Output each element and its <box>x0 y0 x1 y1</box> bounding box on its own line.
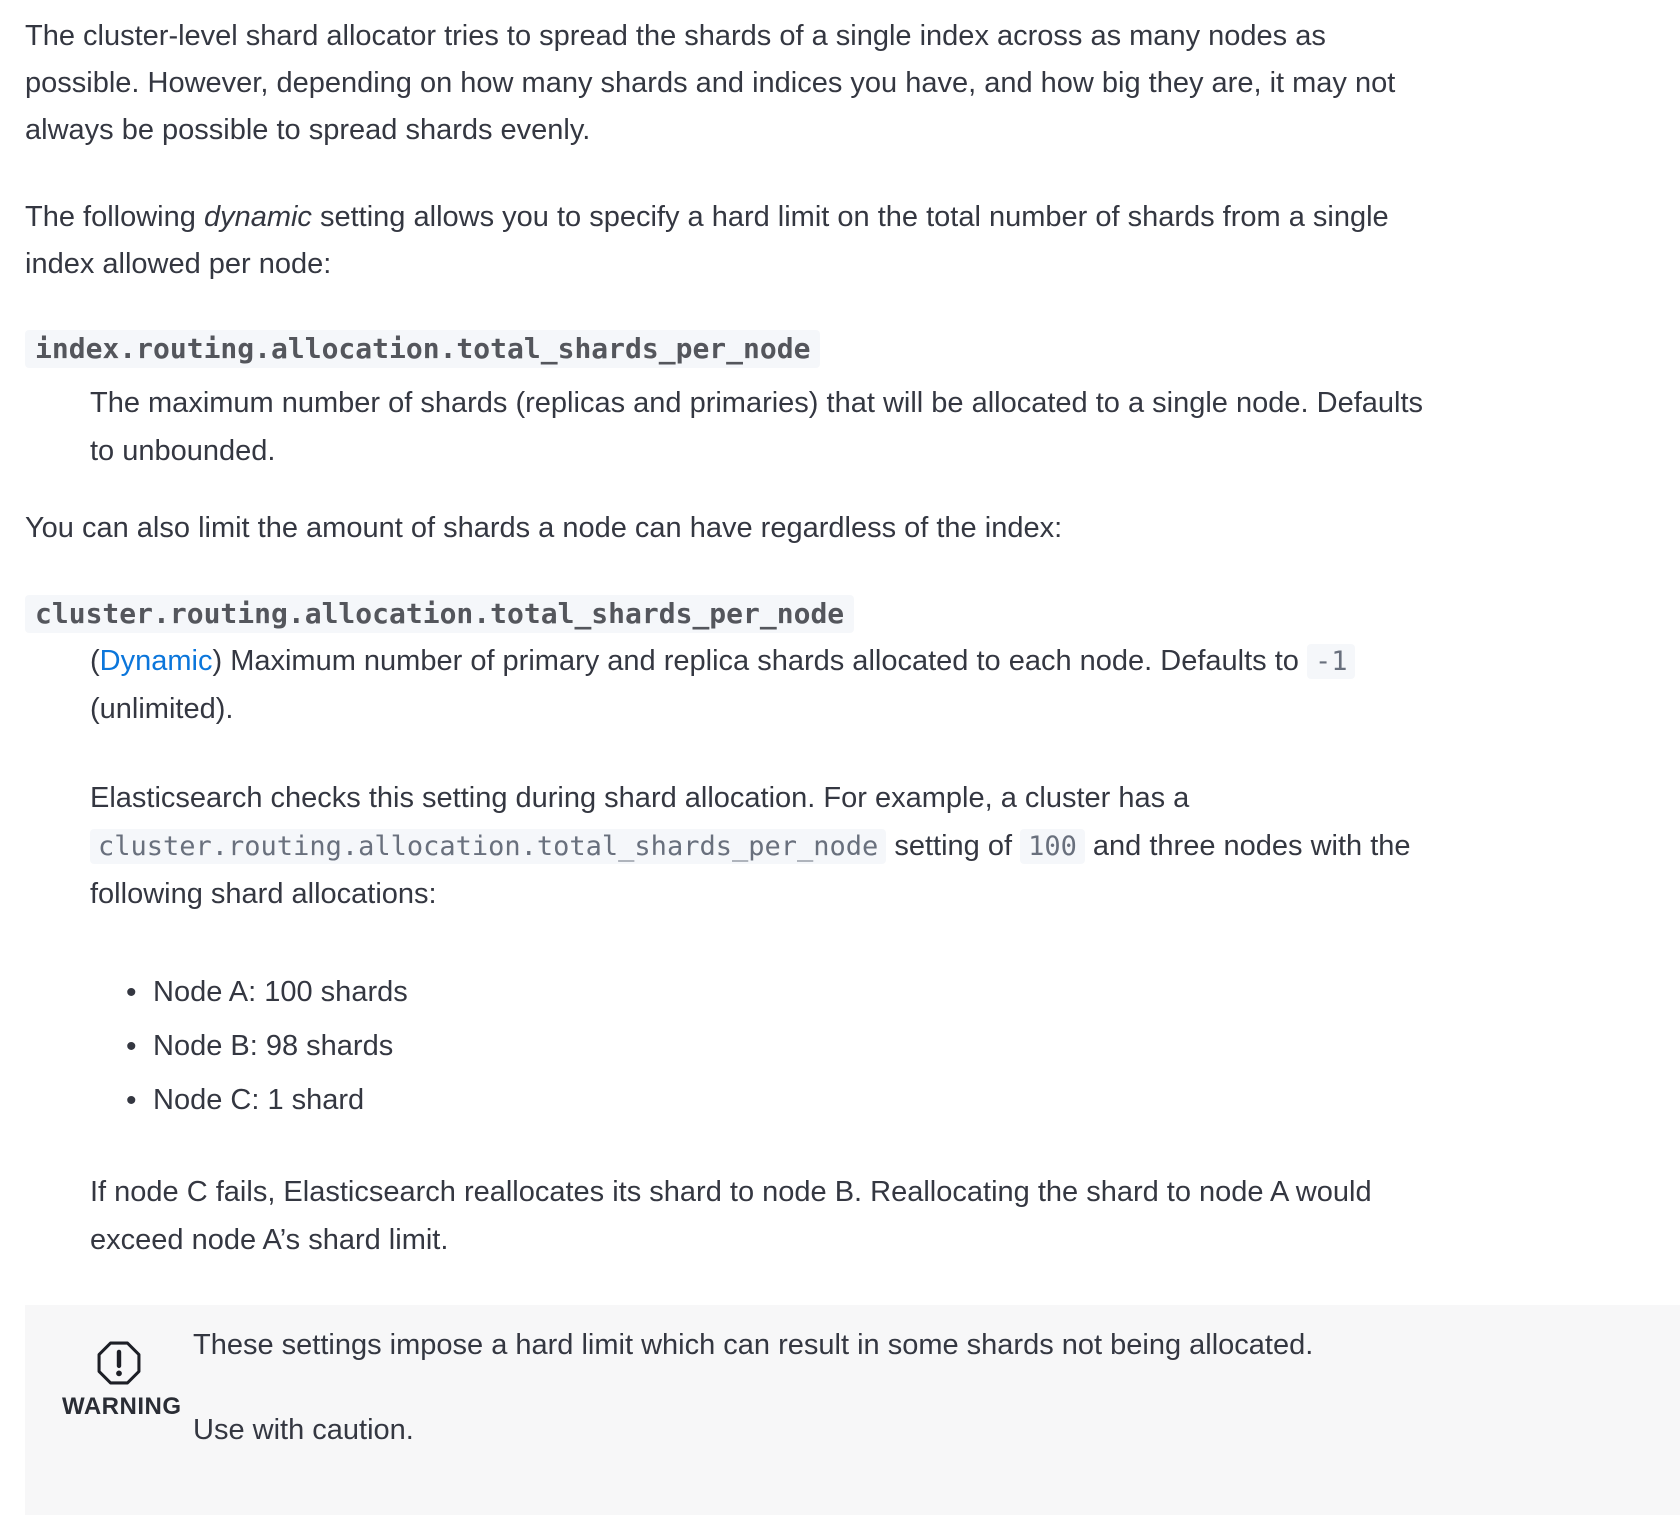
node-allocation-list <box>90 969 1680 1124</box>
warning-text-line2: Use with caution. <box>193 1414 414 1446</box>
inline-code: cluster.routing.allocation.total_shards_per_node <box>90 829 886 864</box>
setting-code: index.routing.allocation.total_shards_per_node <box>25 330 820 368</box>
inline-code: -1 <box>1307 644 1356 679</box>
list-item-node-b: • Node B: 98 shards <box>90 1023 1680 1070</box>
setting-default-paragraph: (Dynamic) Maximum number of primary and replica shards allocated to each node. Defaults to -1 (unlimited). <box>90 637 1680 733</box>
warning-text-line1: These settings impose a hard limit which can result in some shards not being allocated. <box>193 1329 1314 1361</box>
dynamic-setting-paragraph: The following dynamic setting allows you to specify a hard limit on the total number of shards from a single index allowed per node: <box>25 201 1389 280</box>
octagon-exclamation-icon <box>96 1340 142 1386</box>
intro-paragraph: The cluster-level shard allocator tries to spread the shards of a single index across as many nodes as possible. However, depending on how many shards and indices you have, and how big they are, it may not always be possible to spread shards evenly. <box>25 20 1396 146</box>
list-item-node-c: • Node C: 1 shard <box>90 1077 1680 1124</box>
reallocation-paragraph: If node C fails, Elasticsearch reallocates its shard to node B. Reallocating the shard to node A would exceed node A’s shard limit. <box>90 1176 1372 1256</box>
emphasis-text: dynamic <box>203 201 312 233</box>
cluster-limit-paragraph: You can also limit the amount of shards a node can have regardless of the index: <box>25 512 1063 544</box>
warning-aside <box>62 1322 182 1421</box>
cluster-setting-definition <box>25 595 1680 1264</box>
setting-name-cluster <box>25 595 1680 633</box>
inline-code: 100 <box>1020 829 1085 864</box>
index-setting-definition <box>25 330 1680 475</box>
setting-description-index: The maximum number of shards (replicas and primaries) that will be allocated to a single node. Defaults to unbounded. <box>90 387 1424 467</box>
setting-description-cluster <box>90 637 1680 1264</box>
example-paragraph: Elasticsearch checks this setting during shard allocation. For example, a cluster has a cluster.routing.allocation.total_shards_per_node setting of 100 and three nodes with the following shard allocations: <box>90 782 1411 910</box>
warning-label: WARNING <box>62 1393 182 1420</box>
list-item-node-a: • Node A: 100 shards <box>90 969 1680 1016</box>
setting-code: cluster.routing.allocation.total_shards_per_node <box>25 595 854 633</box>
dynamic-link[interactable]: Dynamic <box>99 645 213 677</box>
warning-message <box>176 1322 1313 1454</box>
setting-name-index <box>25 330 1680 368</box>
